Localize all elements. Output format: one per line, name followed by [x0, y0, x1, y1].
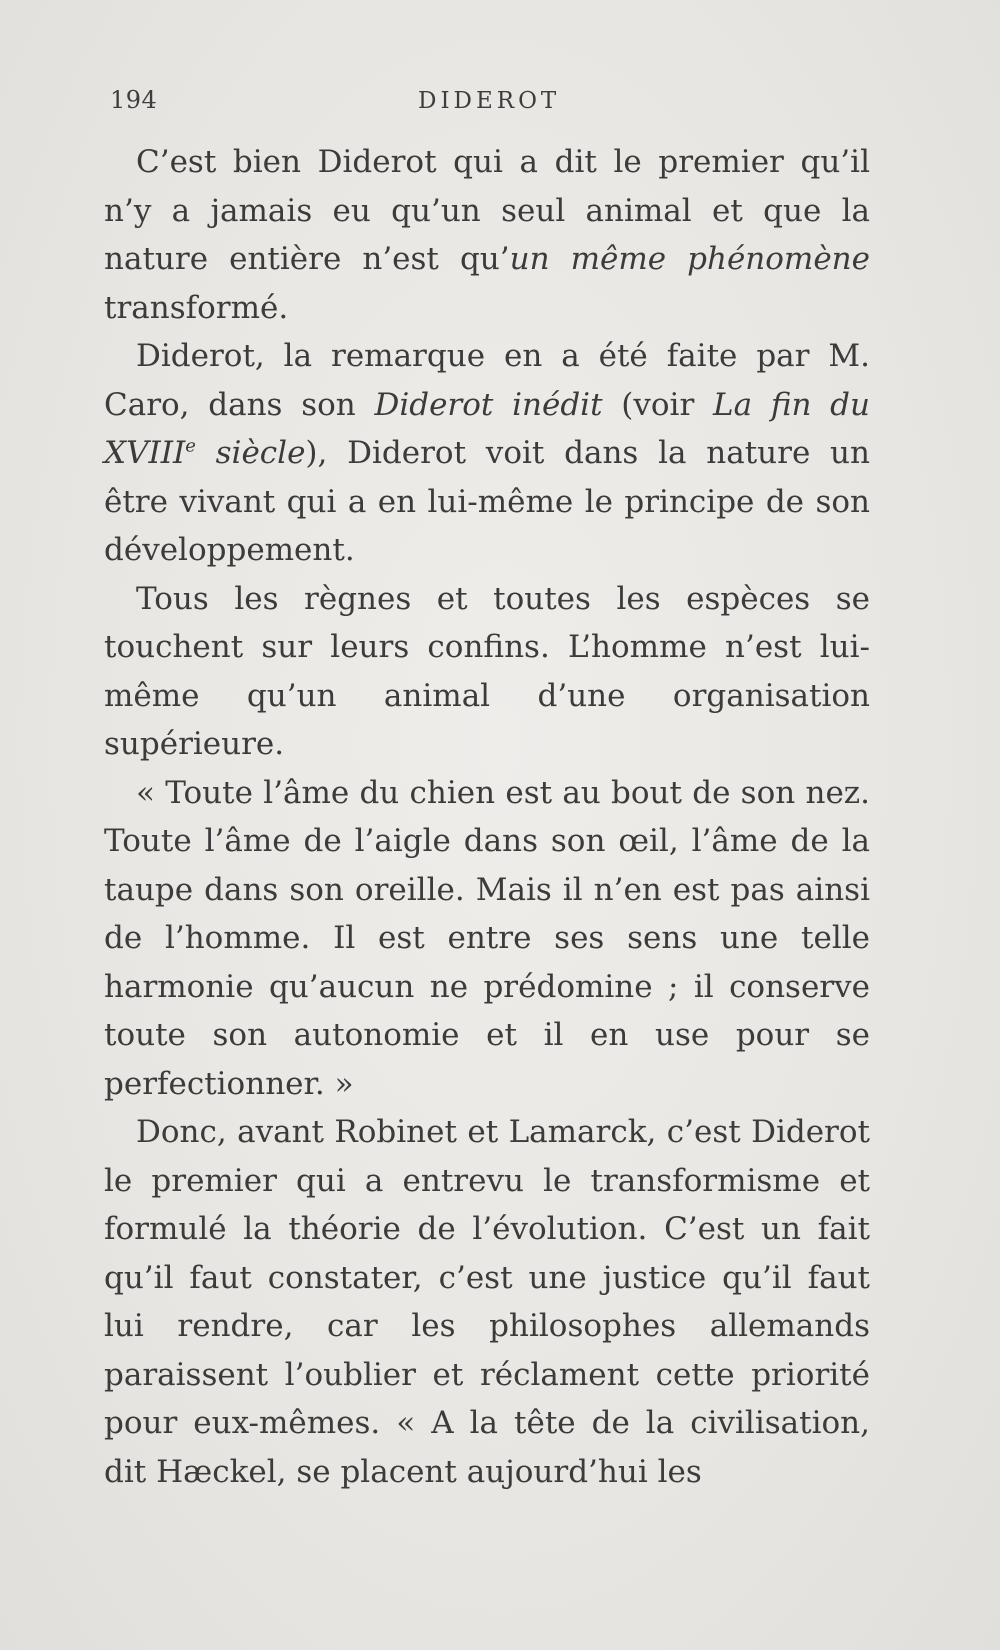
paragraph-4-quotation: « Toute l’âme du chien est au bout de son nez. Toute l’âme de l’aigle dans son œil, l’âme de la taupe dans son oreille. Mais il n’en est pas ainsi de l’homme. Il est entre ses sens une telle harmonie qu’aucun ne prédomine ; il conserve toute son autonomie et il en use pour se perfectionner. »	[104, 774, 870, 1102]
paragraph-2-book-title: Diderot inédit	[374, 386, 603, 423]
paragraph-2	[104, 332, 870, 575]
paragraph-2-superscript	[185, 436, 196, 457]
paragraph-2-text-c: (voir	[602, 386, 714, 423]
paragraph-1-text-a: C’est bien Diderot qui a dit le premier qu’il n’y a jamais eu qu’un seul animal et que la nature entière n’est qu’	[104, 144, 870, 277]
paragraph-2-superscript-text: e	[185, 435, 196, 457]
paragraph-1	[104, 138, 870, 332]
body-text	[104, 138, 870, 1496]
paragraph-3: Tous les règnes et toutes les espèces se touchent sur leurs confins. L’homme n’est lui-même qu’un animal d’une organisation supérieure.	[104, 580, 870, 762]
paragraph-2-text-g: ), Diderot voit dans la nature un être vivant qui a en lui-même le principe de son développement.	[104, 435, 870, 568]
paragraph-2-book-title-2b: siècle	[195, 435, 306, 471]
paragraph-1-italic: un même phénomène	[509, 241, 870, 277]
paragraph-1-text-c: transformé.	[104, 289, 289, 326]
paragraph-2-text-a: Diderot, la remarque en a été faite par M. Caro, dans son	[104, 338, 870, 423]
paragraph-5: Donc, avant Robinet et Lamarck, c’est Diderot le premier qui a entrevu le transformisme et formulé la théorie de l’évolution. C’est un fait qu’il faut constater, c’est une justice qu’il faut lui rendre, car les philosophes allemands paraissent l’oublier et réclament cette priorité pour eux-mêmes. « A la tête de la civilisation, dit Hæckel, se placent aujourd’hui les	[104, 1114, 870, 1490]
paragraph-2-book-title-2a: La fin du XVIII	[104, 386, 870, 471]
page-number: 194	[110, 86, 158, 114]
page-header	[108, 86, 868, 118]
running-title: DIDEROT	[418, 88, 561, 114]
